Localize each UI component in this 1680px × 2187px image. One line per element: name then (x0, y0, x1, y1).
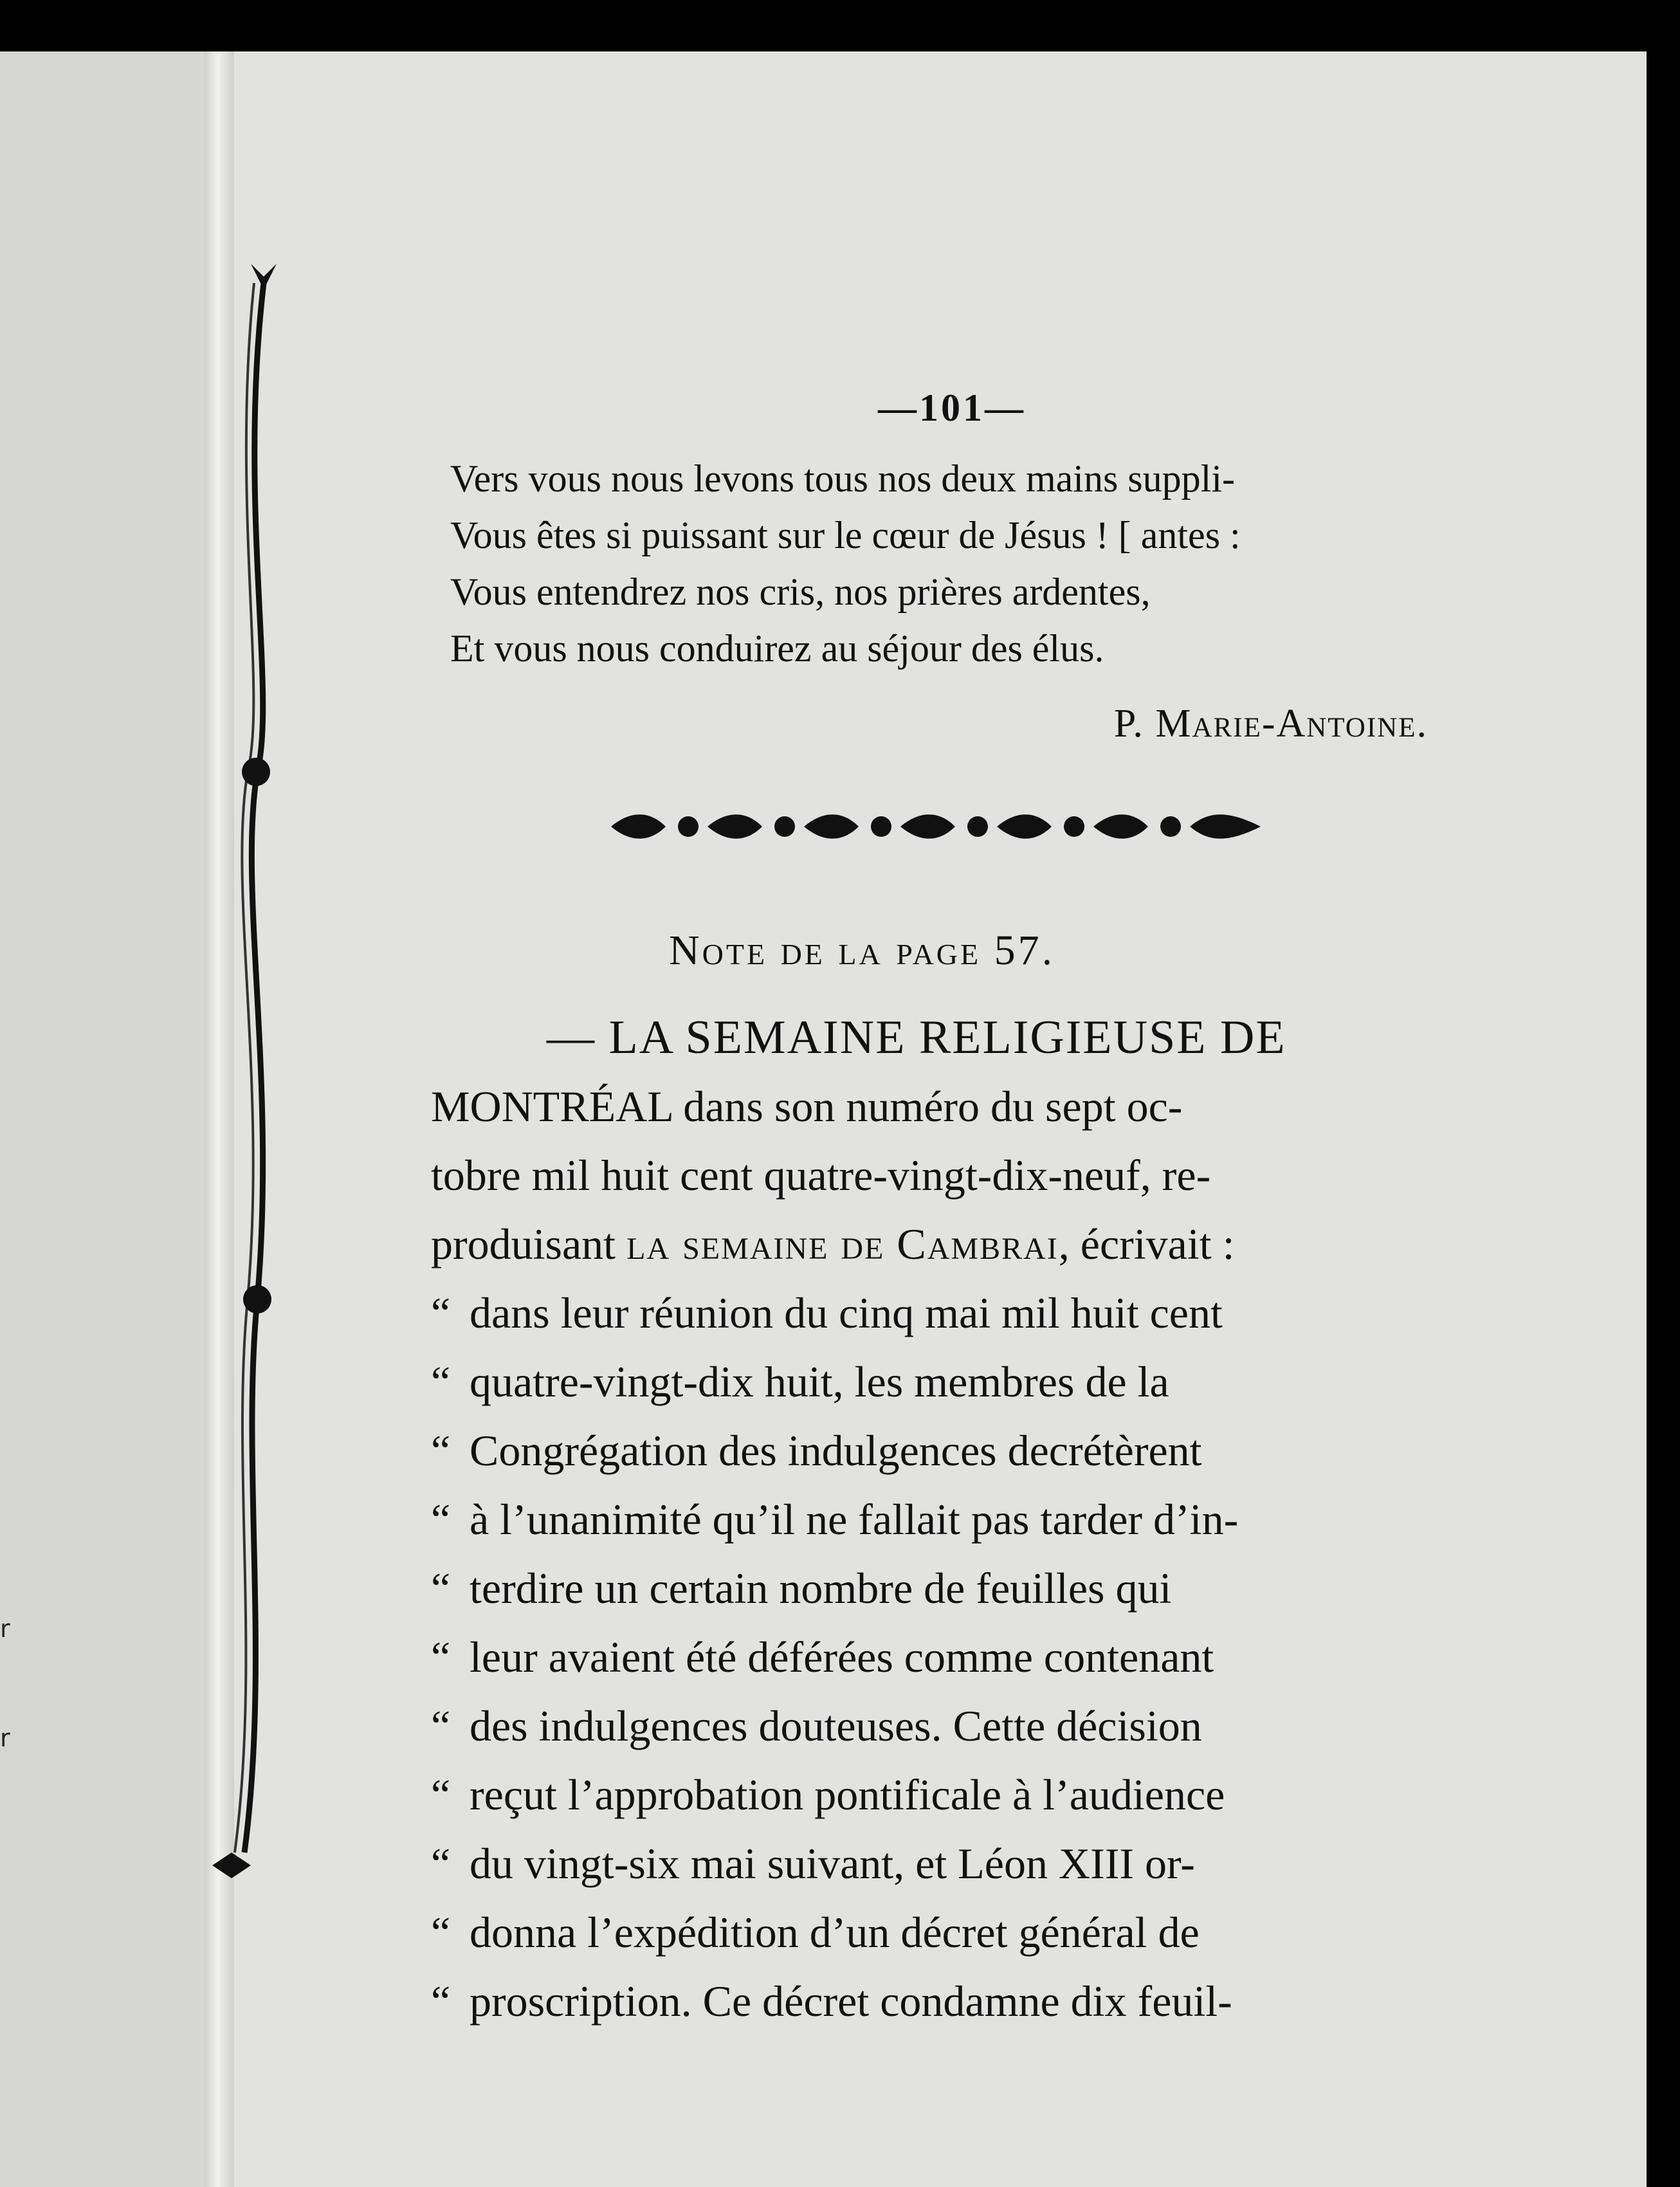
page-number: —101— (878, 387, 1026, 429)
note-line (431, 1279, 1409, 1348)
poem-line: Vous entendrez nos cris, nos prières ardentes, (450, 571, 1151, 613)
quote-mark: “ (431, 1908, 451, 1957)
quote-mark: “ (431, 1633, 451, 1681)
note-line-text: proscription. Ce décret condamne dix feuil- (470, 1977, 1232, 2026)
note-line-text: donna l’expédition d’un décret général de (470, 1908, 1200, 1957)
note-line (431, 1761, 1409, 1829)
note-line-text: reçut l’approbation pontificale à l’audience (470, 1770, 1225, 1819)
note-line-text: produisant (431, 1220, 627, 1268)
note-line-text: leur avaient été déférées comme contenant (470, 1633, 1214, 1681)
stray-mark: r (0, 1724, 10, 1752)
stray-mark: r (0, 1615, 10, 1643)
note-line-text: , écrivait : (1058, 1220, 1235, 1268)
note-line (431, 1967, 1409, 2036)
note-line (431, 1623, 1409, 1692)
note-line-text: tobre mil huit cent quatre-vingt-dix-neuf, re- (431, 1151, 1211, 1200)
note-line (431, 1210, 1409, 1279)
publication-title: la semaine de Cambrai (626, 1220, 1059, 1268)
quote-mark: “ (431, 1770, 451, 1819)
note-line-text: dans leur réunion du cinq mai mil huit cent (470, 1288, 1223, 1337)
note-line-text: MONTRÉAL dans son numéro du sept oc- (431, 1082, 1183, 1131)
binding-thread-illustration (180, 244, 309, 1891)
quote-mark: “ (431, 1977, 451, 2026)
poem-signature: P. Marie-Antoine. (1113, 702, 1428, 746)
decorative-ornament-divider (605, 798, 1267, 856)
note-line-text: des indulgences douteuses. Cette décision (470, 1701, 1202, 1750)
scan-right-edge (1647, 0, 1680, 2187)
note-line (431, 1141, 1409, 1210)
note-line-text: quatre-vingt-dix huit, les membres de la (470, 1357, 1169, 1406)
quote-mark: “ (431, 1357, 451, 1406)
note-line (431, 1829, 1409, 1898)
poem-line: Et vous nous conduirez au séjour des élus. (450, 627, 1104, 670)
poem-line: Vous êtes si puissant sur le cœur de Jésus ! [ antes : (450, 514, 1241, 556)
note-line-text: du vingt-six mai suivant, et Léon XIII or- (470, 1839, 1195, 1888)
quote-mark: “ (431, 1839, 451, 1888)
note-line (431, 1072, 1409, 1141)
quote-mark: “ (431, 1564, 451, 1613)
note-line-text: à l’unanimité qu’il ne fallait pas tarder d’in- (470, 1495, 1239, 1544)
poem-stanza (450, 450, 1454, 677)
scan-top-edge (0, 0, 1680, 51)
note-line (431, 1554, 1409, 1623)
note-line-text: terdire un certain nombre de feuilles qui (470, 1564, 1172, 1613)
note-heading: Note de la page 57. (669, 927, 1055, 974)
note-line (431, 1692, 1409, 1761)
note-line (431, 1485, 1409, 1554)
poem-line: Vers vous nous levons tous nos deux mains suppli- (450, 457, 1235, 500)
quote-mark: “ (431, 1495, 451, 1544)
quote-mark: “ (431, 1426, 451, 1475)
note-line-text: Congrégation des indulgences decrétèrent (470, 1426, 1202, 1475)
quote-mark: “ (431, 1701, 451, 1750)
note-line (431, 1348, 1409, 1416)
note-line (431, 1416, 1409, 1485)
note-body (431, 1003, 1409, 2036)
note-line (431, 1898, 1409, 1967)
note-lead-line: — LA SEMAINE RELIGIEUSE DE (547, 1011, 1286, 1064)
quote-mark: “ (431, 1288, 451, 1337)
